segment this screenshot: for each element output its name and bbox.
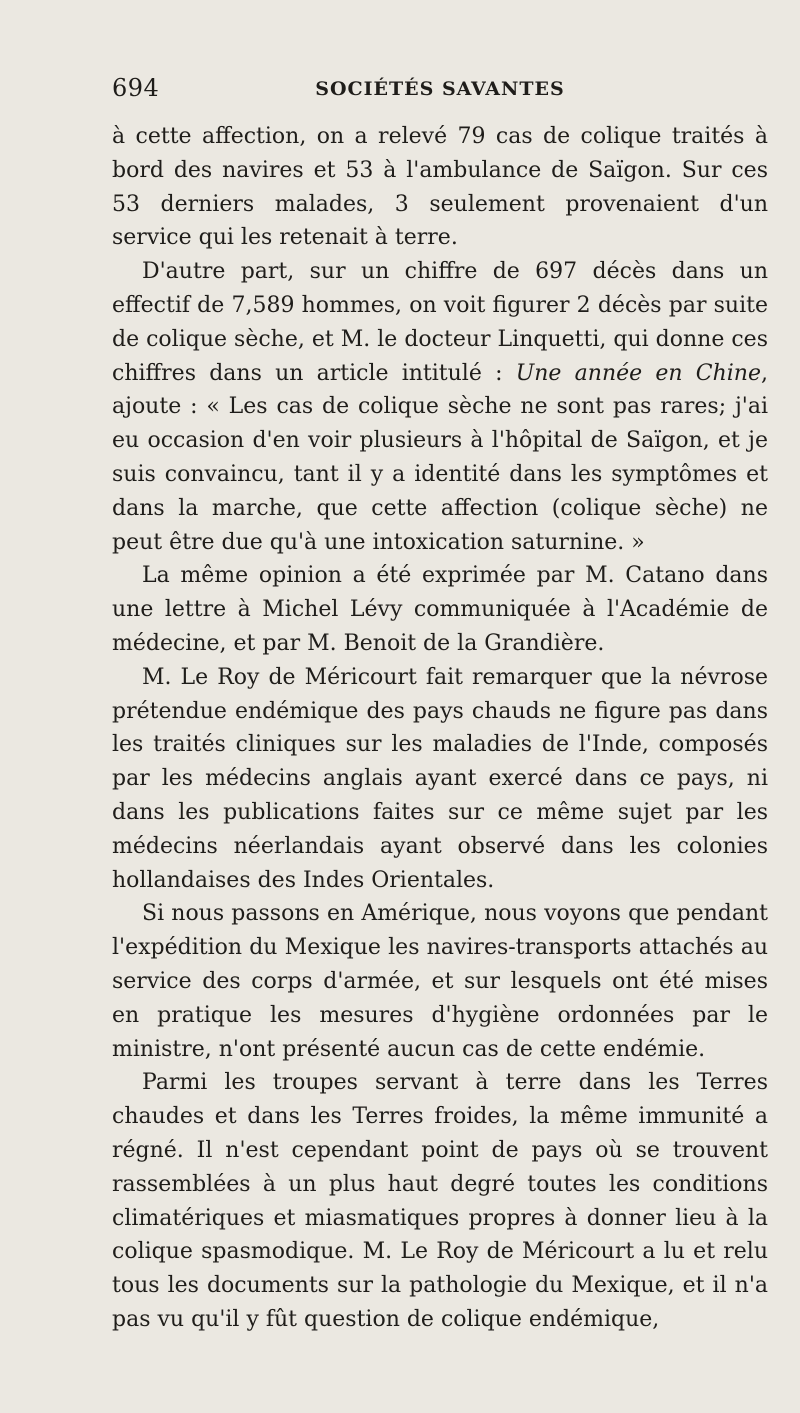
paragraph-text: D'autre part, sur un chiffre de 697 décès dans un effectif de 7,589 hommes, on voit figurer 2 décès par suite de colique sèche, et M. le docteur Linquetti, qui donne ces chiffres dans un article intitulé : bbox=[112, 259, 768, 386]
article-title: Une année en Chine bbox=[515, 360, 761, 386]
paragraph-amerique: Si nous passons en Amérique, nous voyons que pendant l'expédition du Mexique les navires-transports attachés au service des corps d'armée, et sur lesquels ont été mises en pratique les mesures d'hygiène ordonnées par le ministre, n'ont présenté aucun cas de cette endémie. bbox=[112, 901, 768, 1062]
paragraph-linquetti bbox=[112, 255, 768, 559]
body-text bbox=[112, 120, 768, 1337]
paragraph-text: , ajoute : « Les cas de colique sèche ne sont pas rares; j'ai eu occasion d'en voir plusieurs à l'hôpital de Saïgon, et je suis convaincu, tant il y a identité dans les symptômes et dans la marche, que cette affection (colique sèche) ne peut être due qu'à une intoxication saturnine. » bbox=[112, 360, 768, 555]
paragraph-le-roy: M. Le Roy de Méricourt fait remarquer que la névrose prétendue endémique des pays chauds ne figure pas dans les traités cliniques sur les maladies de l'Inde, composés par les médecins anglais ayant exercé dans ce pays, ni dans les publications faites sur ce même sujet par les médecins néerlandais ayant observé dans les colonies hollandaises des Indes Orientales. bbox=[112, 664, 768, 893]
page-number: 694 bbox=[112, 74, 160, 102]
paragraph-catano: La même opinion a été exprimée par M. Catano dans une lettre à Michel Lévy communiquée à l'Académie de médecine, et par M. Benoit de la Grandière. bbox=[112, 563, 768, 656]
paragraph-troupes: Parmi les troupes servant à terre dans les Terres chaudes et dans les Terres froides, la même immunité a régné. Il n'est cependant point de pays où se trouvent rassemblées à un plus haut degré toutes les conditions climatériques et miasmatiques propres à donner lieu à la colique spasmodique. M. Le Roy de Méricourt a lu et relu tous les documents sur la pathologie du Mexique, et il n'a pas vu qu'il y fût question de colique endémique, bbox=[112, 1070, 768, 1332]
paragraph-continued: à cette affection, on a relevé 79 cas de colique traités à bord des navires et 53 à l'ambulance de Saïgon. Sur ces 53 derniers malades, 3 seulement provenaient d'un service qui les retenait à terre. bbox=[112, 124, 768, 251]
running-title: SOCIÉTÉS SAVANTES bbox=[315, 78, 565, 100]
running-header bbox=[112, 74, 768, 108]
